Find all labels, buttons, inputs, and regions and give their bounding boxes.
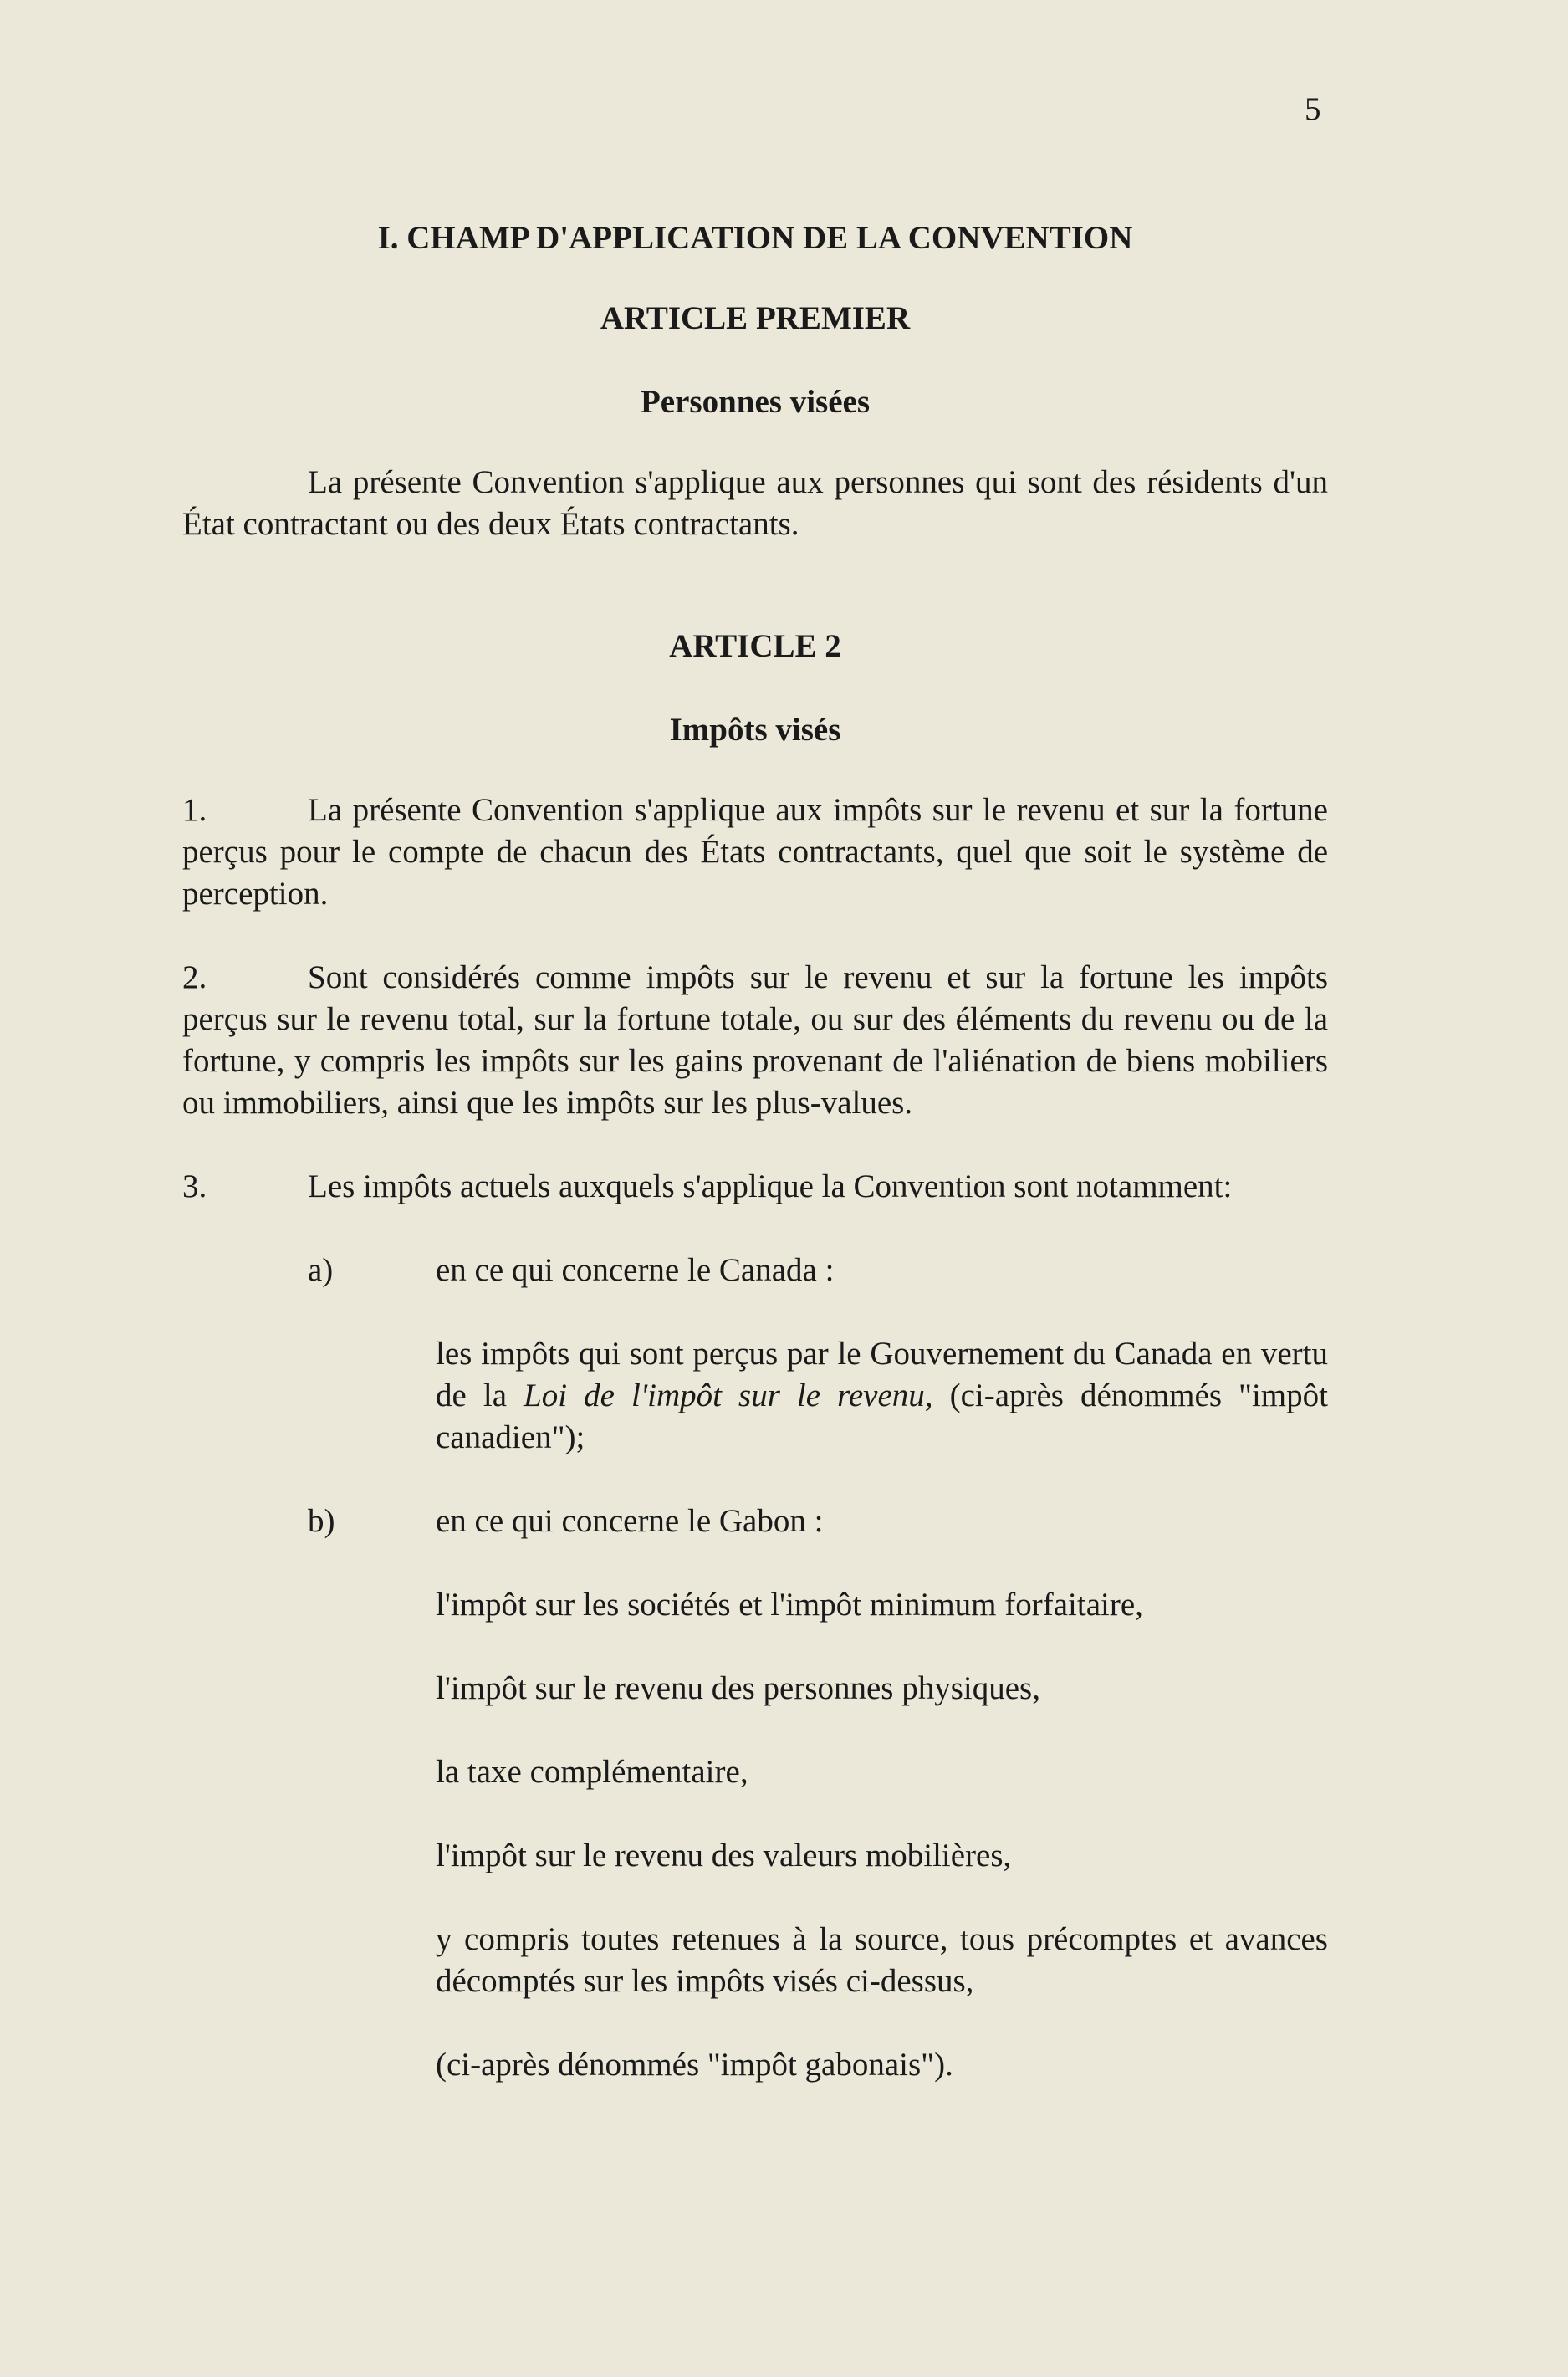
- part-title: I. CHAMP D'APPLICATION DE LA CONVENTION: [377, 220, 1133, 256]
- paragraph-text: Sont considérés comme impôts sur le revenu et sur la fortune les impôts perçus sur le revenu total, sur la fortune totale, ou sur des éléments du revenu ou de la fortune, y compris les impôts sur les gains provenant de l'aliénation de biens mobiliers ou immobiliers, ainsi que les impôts sur les plus-values.: [182, 959, 1328, 1121]
- sub-item-label: b): [308, 1503, 335, 1539]
- paragraph-text: Les impôts actuels auxquels s'applique la Convention sont notamment:: [308, 1168, 1233, 1204]
- article-2-paragraph-2: [182, 957, 1328, 1124]
- gabon-tax-item: la taxe complémentaire,: [436, 1754, 748, 1790]
- article-1-text: La présente Convention s'applique aux personnes qui sont des résidents d'un État contractant ou des deux États contractants.: [182, 464, 1328, 542]
- gabon-tax-item: l'impôt sur le revenu des valeurs mobilières,: [436, 1838, 1012, 1873]
- sub-item-b: [182, 1500, 1328, 1542]
- sub-item-title: en ce qui concerne le Gabon :: [436, 1503, 824, 1539]
- sub-a-text-before: les impôts qui sont perçus par le Gouvernement du Canada en vertu de la: [436, 1336, 1328, 1413]
- article-1-subheading: Personnes visées: [640, 384, 871, 420]
- paragraph-text: La présente Convention s'applique aux impôts sur le revenu et sur la fortune perçus pour le compte de chacun des États contractants, quel que soit le système de perception.: [182, 792, 1328, 912]
- article-2-heading: ARTICLE 2: [669, 628, 841, 664]
- gabon-tax-item: (ci-après dénommés "impôt gabonais").: [436, 2047, 953, 2083]
- paragraph-number: 2.: [182, 959, 207, 995]
- paragraph-number: 1.: [182, 792, 207, 828]
- gabon-tax-item: l'impôt sur les sociétés et l'impôt minimum forfaitaire,: [436, 1587, 1143, 1623]
- sub-item-a: [182, 1250, 1328, 1291]
- sub-item-label: a): [308, 1252, 334, 1288]
- article-1-heading: ARTICLE PREMIER: [600, 300, 911, 336]
- article-2-paragraph-3: [182, 1166, 1328, 1208]
- article-2-subheading: Impôts visés: [669, 712, 841, 748]
- gabon-tax-item: l'impôt sur le revenu des personnes physiques,: [436, 1670, 1040, 1706]
- page-number: 5: [1305, 91, 1321, 127]
- article-2-paragraph-1: [182, 790, 1328, 915]
- sub-a-law-title: Loi de l'impôt sur le revenu: [524, 1378, 925, 1413]
- paragraph-number: 3.: [182, 1168, 207, 1204]
- sub-item-a-text: [182, 1333, 1328, 1459]
- sub-a-text-after: , (ci-après dénommés "impôt canadien");: [436, 1378, 1328, 1455]
- sub-item-title: en ce qui concerne le Canada :: [436, 1252, 835, 1288]
- gabon-tax-item: y compris toutes retenues à la source, tous précomptes et avances décomptés sur les impôts visés ci-dessus,: [436, 1921, 1328, 1999]
- document-body: [182, 209, 1328, 2086]
